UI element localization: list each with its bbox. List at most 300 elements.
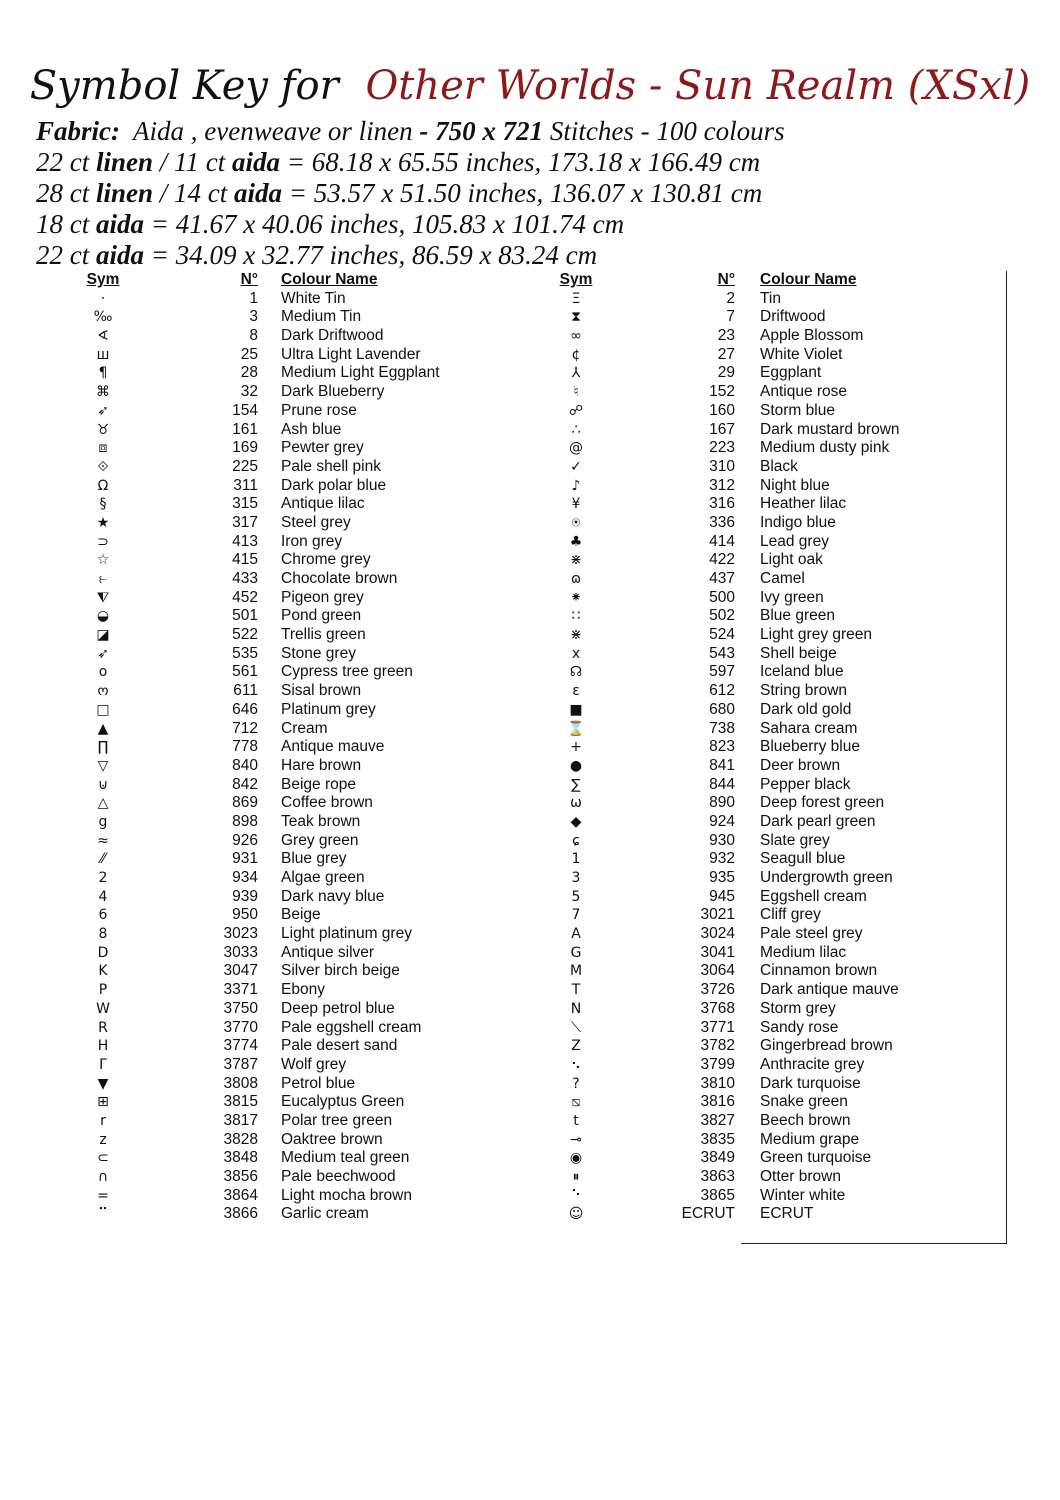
colour-name-left: Oaktree brown	[281, 1130, 383, 1148]
colour-name-right: String brown	[760, 682, 848, 700]
fabric-word: aida	[96, 240, 145, 270]
symbol-left: ◪	[96, 627, 110, 644]
colour-name-left: Pale shell pink	[281, 457, 381, 475]
symbol-right: ⠑	[570, 1187, 582, 1204]
symbol-left: §	[99, 496, 107, 513]
colour-name-right: Light grey green	[760, 626, 873, 644]
symbol-right: 3	[571, 870, 581, 886]
number-right: 502	[709, 607, 735, 625]
table-row	[0, 458, 1060, 477]
number-left: 3815	[223, 1093, 258, 1111]
symbol-left: △	[97, 795, 109, 812]
table-frame-right	[1006, 271, 1007, 1244]
symbol-right: x	[571, 645, 581, 662]
colour-name-left: Ultra Light Lavender	[281, 345, 421, 363]
colour-name-left: Antique lilac	[281, 495, 365, 513]
symbol-right: ☍	[568, 402, 584, 419]
symbol-left: ⧈	[98, 440, 108, 457]
symbol-right: ɷ	[570, 571, 582, 587]
number-left: 3817	[223, 1111, 258, 1129]
number-right: 23	[717, 327, 735, 345]
number-left: 3774	[223, 1037, 258, 1055]
number-right: 316	[709, 495, 735, 513]
colour-name-right: Cliff grey	[760, 906, 821, 924]
symbol-right: +	[570, 739, 582, 756]
symbol-left: ⟐	[97, 458, 109, 475]
number-left: 869	[232, 794, 258, 812]
size-mid: / 11 ct	[153, 147, 233, 177]
colour-name-right: Ivy green	[760, 588, 824, 606]
number-right: 924	[709, 812, 735, 830]
symbol-right: ¥	[571, 496, 581, 513]
table-row	[0, 888, 1060, 907]
colour-name-left: Petrol blue	[281, 1074, 356, 1092]
table-row	[0, 383, 1060, 402]
table-row	[0, 533, 1060, 552]
table-row	[0, 570, 1060, 589]
table-row	[0, 962, 1060, 981]
colour-name-left: Beige	[281, 906, 321, 924]
colour-name-left: Coffee brown	[281, 794, 373, 812]
number-left: 169	[232, 439, 258, 457]
table-row	[0, 346, 1060, 365]
symbol-right: 1	[571, 851, 581, 868]
number-left: 3828	[223, 1130, 258, 1148]
colour-name-right: Shell beige	[760, 644, 837, 662]
symbol-left: H	[97, 1038, 109, 1055]
symbol-right: ∞	[570, 328, 582, 345]
symbol-left: ⧨	[96, 589, 110, 606]
number-left: 3371	[223, 981, 258, 999]
symbol-right: ⧗	[571, 309, 581, 326]
symbol-left: ➶	[97, 402, 109, 419]
colour-name-left: Pond green	[281, 607, 362, 625]
number-right: 3816	[700, 1093, 735, 1111]
symbol-right: ☺	[568, 1206, 584, 1223]
symbol-left: o	[98, 664, 108, 681]
fabric-word: aida	[234, 178, 283, 208]
colour-name-right: Deep forest green	[760, 794, 885, 812]
colour-name-right: Eggshell cream	[760, 887, 867, 905]
colour-name-right: Antique rose	[760, 383, 848, 401]
symbol-left: 8	[98, 926, 108, 943]
colour-name-left: Trellis green	[281, 626, 366, 644]
colour-name-right: Dark mustard brown	[760, 420, 900, 438]
colour-name-left: White Tin	[281, 289, 346, 307]
symbol-right: ♪	[571, 477, 581, 494]
colour-name-left: Pigeon grey	[281, 588, 364, 606]
number-right: 414	[709, 532, 735, 550]
colour-name-right: Driftwood	[760, 308, 826, 326]
colour-name-right: Eggplant	[760, 364, 822, 382]
number-right: 7	[726, 308, 735, 326]
symbol-left: ⠉	[97, 1206, 109, 1223]
table-row	[0, 477, 1060, 496]
symbol-right: ●	[569, 757, 583, 774]
size-prefix: 28 ct	[36, 178, 96, 208]
number-right: 844	[709, 775, 735, 793]
fabric-line	[36, 116, 1036, 147]
size-prefix: 18 ct	[36, 209, 96, 239]
number-left: 561	[232, 663, 258, 681]
table-row	[0, 327, 1060, 346]
number-left: 311	[233, 476, 258, 494]
symbol-left: Γ	[99, 1056, 107, 1073]
symbol-left: ო	[97, 683, 109, 700]
symbol-left: ⊂	[97, 1150, 109, 1167]
number-left: 950	[232, 906, 258, 924]
number-left: 842	[232, 775, 258, 793]
colour-name-right: Gingerbread brown	[760, 1037, 893, 1055]
symbol-left: K	[98, 963, 108, 980]
colour-name-right: Night blue	[760, 476, 830, 494]
number-right: 3827	[700, 1111, 735, 1129]
symbol-left: =	[97, 1187, 109, 1204]
colour-name-left: Pale eggshell cream	[281, 1018, 422, 1036]
colour-name-left: Platinum grey	[281, 700, 376, 718]
table-header	[0, 271, 1060, 290]
size-line-22ct-aida	[36, 240, 1036, 271]
number-right: 437	[709, 570, 735, 587]
number-left: 611	[233, 682, 258, 700]
colour-name-right: Lead grey	[760, 532, 829, 550]
colour-name-right: Storm blue	[760, 401, 835, 419]
number-right: 945	[709, 887, 735, 905]
colour-name-left: Grey green	[281, 831, 359, 849]
symbol-left: ⊃	[97, 533, 109, 550]
number-right: 3835	[700, 1130, 735, 1148]
symbol-left: ш	[96, 346, 110, 363]
table-row	[0, 925, 1060, 944]
colour-name-left: Cypress tree green	[281, 663, 413, 681]
table-row	[0, 607, 1060, 626]
symbol-right: ¢	[571, 346, 581, 363]
fabric-label: Fabric:	[36, 116, 120, 146]
number-right: 167	[709, 420, 735, 438]
size-mid: / 14 ct	[153, 178, 235, 208]
colour-name-right: Sahara cream	[760, 719, 858, 737]
symbol-right: A	[571, 926, 581, 943]
symbol-right: 7	[571, 907, 581, 924]
stitches-text: Stitches - 100 colours	[543, 116, 785, 146]
stitch-size: 750 x 721	[435, 116, 544, 146]
symbol-right: ⠢	[570, 1056, 582, 1073]
colour-name-right: Winter white	[760, 1186, 846, 1204]
number-left: 25	[240, 345, 258, 363]
table-row	[0, 1093, 1060, 1112]
table-row	[0, 1131, 1060, 1150]
colour-name-left: Medium Tin	[281, 308, 362, 326]
colour-name-right: Cinnamon brown	[760, 962, 878, 980]
number-left: 934	[232, 869, 258, 886]
fabric-info	[36, 116, 1036, 271]
number-right: 29	[717, 364, 735, 382]
colour-name-left: Dark navy blue	[281, 887, 385, 905]
table-row	[0, 981, 1060, 1000]
table-row	[0, 626, 1060, 645]
symbol-left: g	[98, 813, 108, 830]
header-sym-left: Sym	[86, 271, 120, 288]
symbol-right: ⊸	[570, 1131, 582, 1148]
colour-name-right: Seagull blue	[760, 850, 846, 868]
number-right: 3024	[700, 925, 735, 943]
symbol-left: ‰	[93, 309, 113, 326]
number-left: 452	[232, 588, 258, 606]
number-right: 3771	[700, 1018, 735, 1036]
number-right: 3810	[700, 1074, 735, 1092]
symbol-left: ⊞	[97, 1094, 109, 1111]
size-prefix: 22 ct	[36, 147, 96, 177]
table-body	[0, 290, 1060, 1224]
size-dimensions: = 68.18 x 65.55 inches, 173.18 x 166.49 cm	[280, 147, 761, 177]
symbol-right: t	[573, 1112, 579, 1129]
colour-name-right: Snake green	[760, 1093, 848, 1111]
symbol-left: ♉	[96, 421, 110, 438]
symbol-left: 6	[98, 907, 108, 924]
symbol-left: 4	[98, 888, 108, 905]
symbol-right: ✓	[570, 458, 582, 475]
table-row	[0, 738, 1060, 757]
number-left: 3033	[223, 943, 258, 961]
colour-name-left: Light platinum grey	[281, 925, 412, 943]
symbol-left: ◒	[96, 608, 110, 625]
symbol-left: R	[98, 1019, 108, 1036]
table-row	[0, 832, 1060, 851]
header-sym-right: Sym	[559, 271, 593, 288]
colour-name-right: Pale steel grey	[760, 925, 863, 943]
number-left: 3866	[223, 1205, 258, 1223]
number-left: 3848	[223, 1149, 258, 1167]
number-right: 680	[709, 700, 735, 718]
table-row	[0, 364, 1060, 383]
symbol-right: Z	[571, 1038, 581, 1055]
number-right: 3863	[700, 1168, 735, 1185]
number-left: 840	[232, 756, 258, 774]
colour-name-right: White Violet	[760, 345, 843, 363]
symbol-right: Ξ	[571, 290, 581, 307]
colour-name-left: Chocolate brown	[281, 570, 398, 587]
header-name-left: Colour Name	[281, 271, 378, 288]
number-left: 1	[249, 289, 258, 307]
colour-name-left: Algae green	[281, 869, 365, 886]
number-right: 310	[709, 457, 735, 475]
colour-name-right: Storm grey	[760, 999, 836, 1017]
table-row	[0, 402, 1060, 421]
symbol-right: G	[570, 944, 582, 961]
number-left: 413	[232, 532, 258, 550]
number-right: ECRUT	[681, 1205, 735, 1223]
colour-name-right: Tin	[760, 289, 781, 307]
table-row	[0, 1056, 1060, 1075]
number-left: 646	[232, 700, 258, 718]
fabric-dash: -	[412, 116, 436, 146]
number-right: 27	[717, 345, 735, 363]
colour-name-right: Anthracite grey	[760, 1055, 865, 1073]
colour-name-left: Wolf grey	[281, 1055, 347, 1073]
table-row	[0, 906, 1060, 925]
colour-name-left: Ash blue	[281, 420, 342, 438]
symbol-left: ∏	[97, 739, 109, 756]
number-left: 522	[232, 626, 258, 644]
table-row	[0, 757, 1060, 776]
table-row	[0, 290, 1060, 309]
colour-name-left: Garlic cream	[281, 1205, 369, 1223]
number-left: 415	[232, 551, 258, 569]
colour-name-left: Cream	[281, 719, 328, 737]
table-row	[0, 1112, 1060, 1131]
table-frame-bottom	[741, 1243, 1007, 1244]
symbol-right: ♣	[569, 533, 583, 550]
symbol-right: ◆	[570, 813, 582, 830]
colour-name-left: Light mocha brown	[281, 1186, 412, 1204]
number-left: 3864	[223, 1186, 258, 1204]
symbol-left: P	[98, 982, 108, 999]
colour-name-right: Green turquoise	[760, 1149, 872, 1167]
colour-name-left: Medium teal green	[281, 1149, 410, 1167]
colour-name-right: Sandy rose	[760, 1018, 839, 1036]
number-left: 32	[240, 383, 258, 401]
table-row	[0, 1037, 1060, 1056]
colour-name-left: Pewter grey	[281, 439, 364, 457]
symbol-left: 2	[98, 870, 108, 886]
symbol-left: ☆	[96, 552, 110, 569]
table-row	[0, 850, 1060, 869]
number-left: 501	[232, 607, 258, 625]
number-right: 738	[709, 719, 735, 737]
fabric-text: Aida , evenweave or linen	[133, 116, 413, 146]
number-left: 317	[232, 513, 258, 531]
number-left: 3	[249, 308, 258, 326]
number-left: 8	[249, 327, 258, 345]
colour-name-right: Indigo blue	[760, 513, 836, 531]
colour-name-left: Pale desert sand	[281, 1037, 398, 1055]
number-right: 3865	[700, 1186, 735, 1204]
symbol-left: ¶	[98, 365, 108, 382]
symbol-left: ⌘	[96, 384, 110, 401]
number-right: 3064	[700, 962, 735, 980]
number-right: 3041	[700, 943, 735, 961]
symbol-left: ▽	[97, 757, 109, 774]
colour-name-left: Blue grey	[281, 850, 347, 868]
symbol-right: ◉	[569, 1150, 583, 1167]
symbol-right: M	[569, 963, 583, 980]
table-row	[0, 1149, 1060, 1168]
number-right: 930	[709, 831, 735, 849]
number-right: 932	[709, 850, 735, 868]
symbol-left: ·	[100, 290, 106, 307]
symbol-right: T	[571, 982, 581, 999]
table-row	[0, 589, 1060, 608]
table-row	[0, 869, 1060, 888]
size-line-18ct-aida	[36, 209, 1036, 240]
colour-name-left: Silver birch beige	[281, 962, 400, 980]
colour-name-right: Apple Blossom	[760, 327, 864, 345]
colour-name-right: Dark antique mauve	[760, 981, 899, 999]
symbol-left: Ω	[97, 477, 109, 494]
symbol-left: z	[99, 1131, 107, 1148]
pattern-name: Other Worlds - Sun Realm (XSxl)	[365, 63, 1031, 109]
symbol-right: ⁕	[570, 589, 582, 606]
colour-name-left: Steel grey	[281, 513, 351, 531]
colour-name-left: Dark polar blue	[281, 476, 387, 494]
symbol-left: □	[96, 701, 110, 718]
number-right: 524	[709, 626, 735, 644]
size-line-28ct-linen	[36, 178, 1036, 209]
number-right: 3799	[700, 1055, 735, 1073]
symbol-left: ⁄⁄	[100, 851, 106, 868]
symbol-left: ≈	[97, 832, 109, 849]
colour-name-left: Dark Driftwood	[281, 327, 384, 345]
number-right: 336	[709, 513, 735, 531]
colour-name-left: Antique silver	[281, 943, 375, 961]
number-right: 935	[709, 869, 735, 886]
size-dimensions: = 53.57 x 51.50 inches, 136.07 x 130.81 cm	[282, 178, 763, 208]
colour-name-right: Iceland blue	[760, 663, 844, 681]
symbol-left: W	[96, 1000, 110, 1017]
page-title	[0, 56, 1060, 116]
table-row	[0, 645, 1060, 664]
symbol-right: ɕ	[572, 832, 580, 849]
colour-name-right: Blue green	[760, 607, 835, 625]
colour-name-right: Otter brown	[760, 1168, 841, 1185]
colour-name-right: Dark pearl green	[760, 812, 876, 830]
colour-name-left: Prune rose	[281, 401, 357, 419]
symbol-left: D	[97, 944, 109, 961]
colour-name-left: Stone grey	[281, 644, 356, 662]
table-row	[0, 1019, 1060, 1038]
number-right: 841	[709, 756, 735, 774]
header-num-right: N°	[717, 271, 735, 288]
table-row	[0, 1168, 1060, 1187]
number-left: 161	[232, 420, 258, 438]
number-left: 712	[232, 719, 258, 737]
table-row	[0, 813, 1060, 832]
table-row	[0, 776, 1060, 795]
size-prefix: 22 ct	[36, 240, 96, 270]
colour-name-left: Pale beechwood	[281, 1168, 396, 1185]
number-right: 3782	[700, 1037, 735, 1055]
symbol-right: @	[569, 440, 583, 457]
symbol-right: ⧅	[571, 1094, 581, 1111]
header-name-right: Colour Name	[760, 271, 857, 288]
colour-name-right: Black	[760, 457, 798, 475]
symbol-left: ∩	[97, 1169, 109, 1185]
number-left: 315	[232, 495, 258, 513]
colour-name-right: Heather lilac	[760, 495, 847, 513]
symbol-right: ?	[572, 1075, 580, 1092]
symbol-right: ∴	[571, 421, 581, 438]
number-right: 3726	[700, 981, 735, 999]
symbol-right: ⏸	[572, 1169, 580, 1185]
number-left: 3808	[223, 1074, 258, 1092]
colour-name-left: Iron grey	[281, 532, 343, 550]
table-row	[0, 682, 1060, 701]
colour-name-left: Sisal brown	[281, 682, 362, 700]
colour-name-left: Antique mauve	[281, 738, 385, 756]
symbol-right: ■	[569, 701, 583, 718]
symbol-left: ⊍	[97, 776, 109, 793]
colour-name-right: Camel	[760, 570, 805, 587]
number-left: 926	[232, 831, 258, 849]
table-row	[0, 439, 1060, 458]
colour-name-left: Polar tree green	[281, 1111, 393, 1129]
colour-name-right: Undergrowth green	[760, 869, 893, 886]
table-row	[0, 1205, 1060, 1224]
symbol-right: ⋇	[570, 552, 582, 569]
symbol-right: ω	[570, 795, 582, 812]
number-right: 612	[709, 682, 735, 700]
number-right: 422	[709, 551, 735, 569]
